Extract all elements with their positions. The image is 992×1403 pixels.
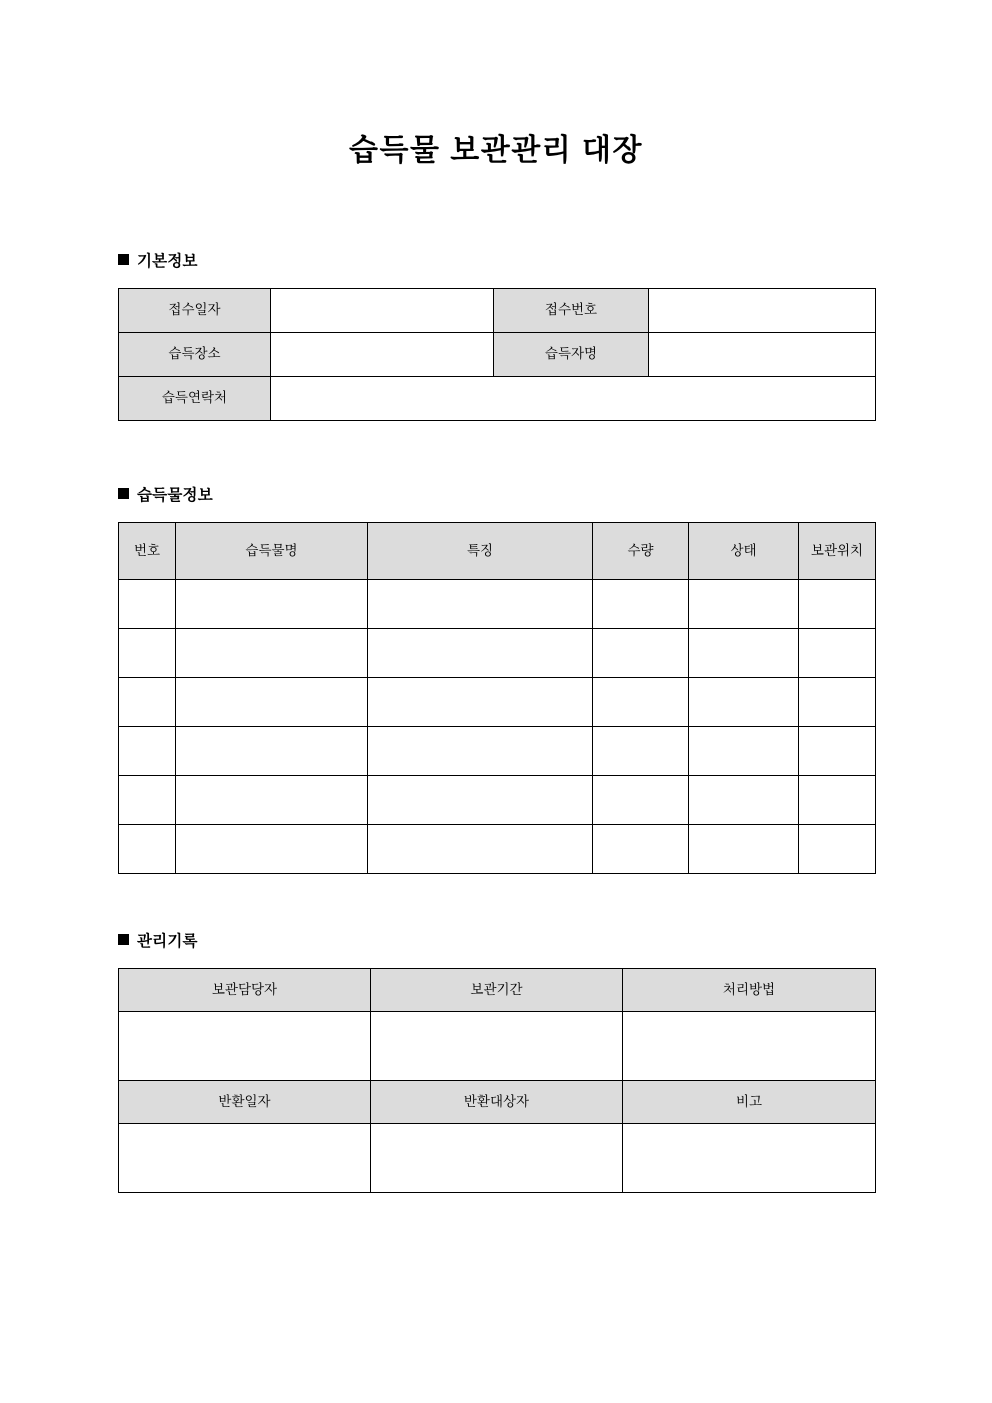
column-header-number: 번호	[119, 523, 176, 580]
field-remarks[interactable]	[623, 1124, 876, 1193]
cell-item-name[interactable]	[176, 727, 368, 776]
square-bullet-icon	[118, 254, 129, 265]
cell-features[interactable]	[368, 825, 593, 874]
column-header-condition: 상태	[689, 523, 799, 580]
field-storage-period[interactable]	[371, 1012, 623, 1081]
cell-condition[interactable]	[689, 580, 799, 629]
field-found-location[interactable]	[271, 333, 494, 377]
cell-number[interactable]	[119, 727, 176, 776]
field-return-recipient[interactable]	[371, 1124, 623, 1193]
cell-item-name[interactable]	[176, 825, 368, 874]
cell-condition[interactable]	[689, 825, 799, 874]
cell-quantity[interactable]	[593, 629, 689, 678]
cell-item-name[interactable]	[176, 678, 368, 727]
column-header-disposal-method: 처리방법	[623, 969, 876, 1012]
item-info-table	[118, 522, 876, 874]
label-finder-contact: 습득연락처	[119, 377, 271, 421]
field-disposal-method[interactable]	[623, 1012, 876, 1081]
table-row	[119, 377, 876, 421]
cell-quantity[interactable]	[593, 727, 689, 776]
cell-number[interactable]	[119, 678, 176, 727]
field-reception-date[interactable]	[271, 289, 494, 333]
management-record-table	[118, 968, 876, 1193]
table-row	[119, 727, 876, 776]
section-heading-management-record-label: 관리기록	[137, 933, 198, 950]
cell-condition[interactable]	[689, 629, 799, 678]
cell-number[interactable]	[119, 825, 176, 874]
table-row	[119, 580, 876, 629]
cell-item-name[interactable]	[176, 629, 368, 678]
cell-storage-location[interactable]	[799, 825, 876, 874]
cell-number[interactable]	[119, 629, 176, 678]
cell-features[interactable]	[368, 776, 593, 825]
column-header-storage-location: 보관위치	[799, 523, 876, 580]
column-header-storage-period: 보관기간	[371, 969, 623, 1012]
cell-number[interactable]	[119, 776, 176, 825]
cell-number[interactable]	[119, 580, 176, 629]
cell-features[interactable]	[368, 629, 593, 678]
cell-quantity[interactable]	[593, 776, 689, 825]
cell-storage-location[interactable]	[799, 629, 876, 678]
cell-condition[interactable]	[689, 776, 799, 825]
field-reception-number[interactable]	[649, 289, 876, 333]
square-bullet-icon	[118, 934, 129, 945]
field-finder-contact[interactable]	[271, 377, 876, 421]
label-reception-number: 접수번호	[494, 289, 649, 333]
table-row	[119, 678, 876, 727]
section-heading-item-info-label: 습득물정보	[137, 487, 213, 504]
cell-quantity[interactable]	[593, 825, 689, 874]
section-heading-item-info	[118, 488, 213, 504]
page-title: 습득물 보관관리 대장	[349, 134, 643, 167]
cell-item-name[interactable]	[176, 580, 368, 629]
square-bullet-icon	[118, 488, 129, 499]
field-finder-name[interactable]	[649, 333, 876, 377]
column-header-return-date: 반환일자	[119, 1081, 371, 1124]
cell-features[interactable]	[368, 580, 593, 629]
table-row	[119, 825, 876, 874]
cell-storage-location[interactable]	[799, 776, 876, 825]
field-return-date[interactable]	[119, 1124, 371, 1193]
column-header-return-recipient: 반환대상자	[371, 1081, 623, 1124]
column-header-features: 특징	[368, 523, 593, 580]
table-row	[119, 1012, 876, 1081]
field-storage-manager[interactable]	[119, 1012, 371, 1081]
basic-info-table	[118, 288, 876, 421]
cell-item-name[interactable]	[176, 776, 368, 825]
label-reception-date: 접수일자	[119, 289, 271, 333]
section-heading-management-record	[118, 934, 198, 950]
cell-storage-location[interactable]	[799, 678, 876, 727]
column-header-storage-manager: 보관담당자	[119, 969, 371, 1012]
cell-features[interactable]	[368, 727, 593, 776]
cell-storage-location[interactable]	[799, 580, 876, 629]
table-row	[119, 1124, 876, 1193]
section-heading-basic-info-label: 기본정보	[137, 253, 198, 270]
table-header-row	[119, 1081, 876, 1124]
table-header-row	[119, 523, 876, 580]
label-found-location: 습득장소	[119, 333, 271, 377]
cell-storage-location[interactable]	[799, 727, 876, 776]
section-heading-basic-info	[118, 254, 198, 270]
table-row	[119, 776, 876, 825]
column-header-remarks: 비고	[623, 1081, 876, 1124]
cell-condition[interactable]	[689, 727, 799, 776]
column-header-item-name: 습득물명	[176, 523, 368, 580]
table-header-row	[119, 969, 876, 1012]
cell-quantity[interactable]	[593, 580, 689, 629]
cell-features[interactable]	[368, 678, 593, 727]
cell-quantity[interactable]	[593, 678, 689, 727]
column-header-quantity: 수량	[593, 523, 689, 580]
label-finder-name: 습득자명	[494, 333, 649, 377]
table-row	[119, 629, 876, 678]
cell-condition[interactable]	[689, 678, 799, 727]
table-row	[119, 333, 876, 377]
table-row	[119, 289, 876, 333]
